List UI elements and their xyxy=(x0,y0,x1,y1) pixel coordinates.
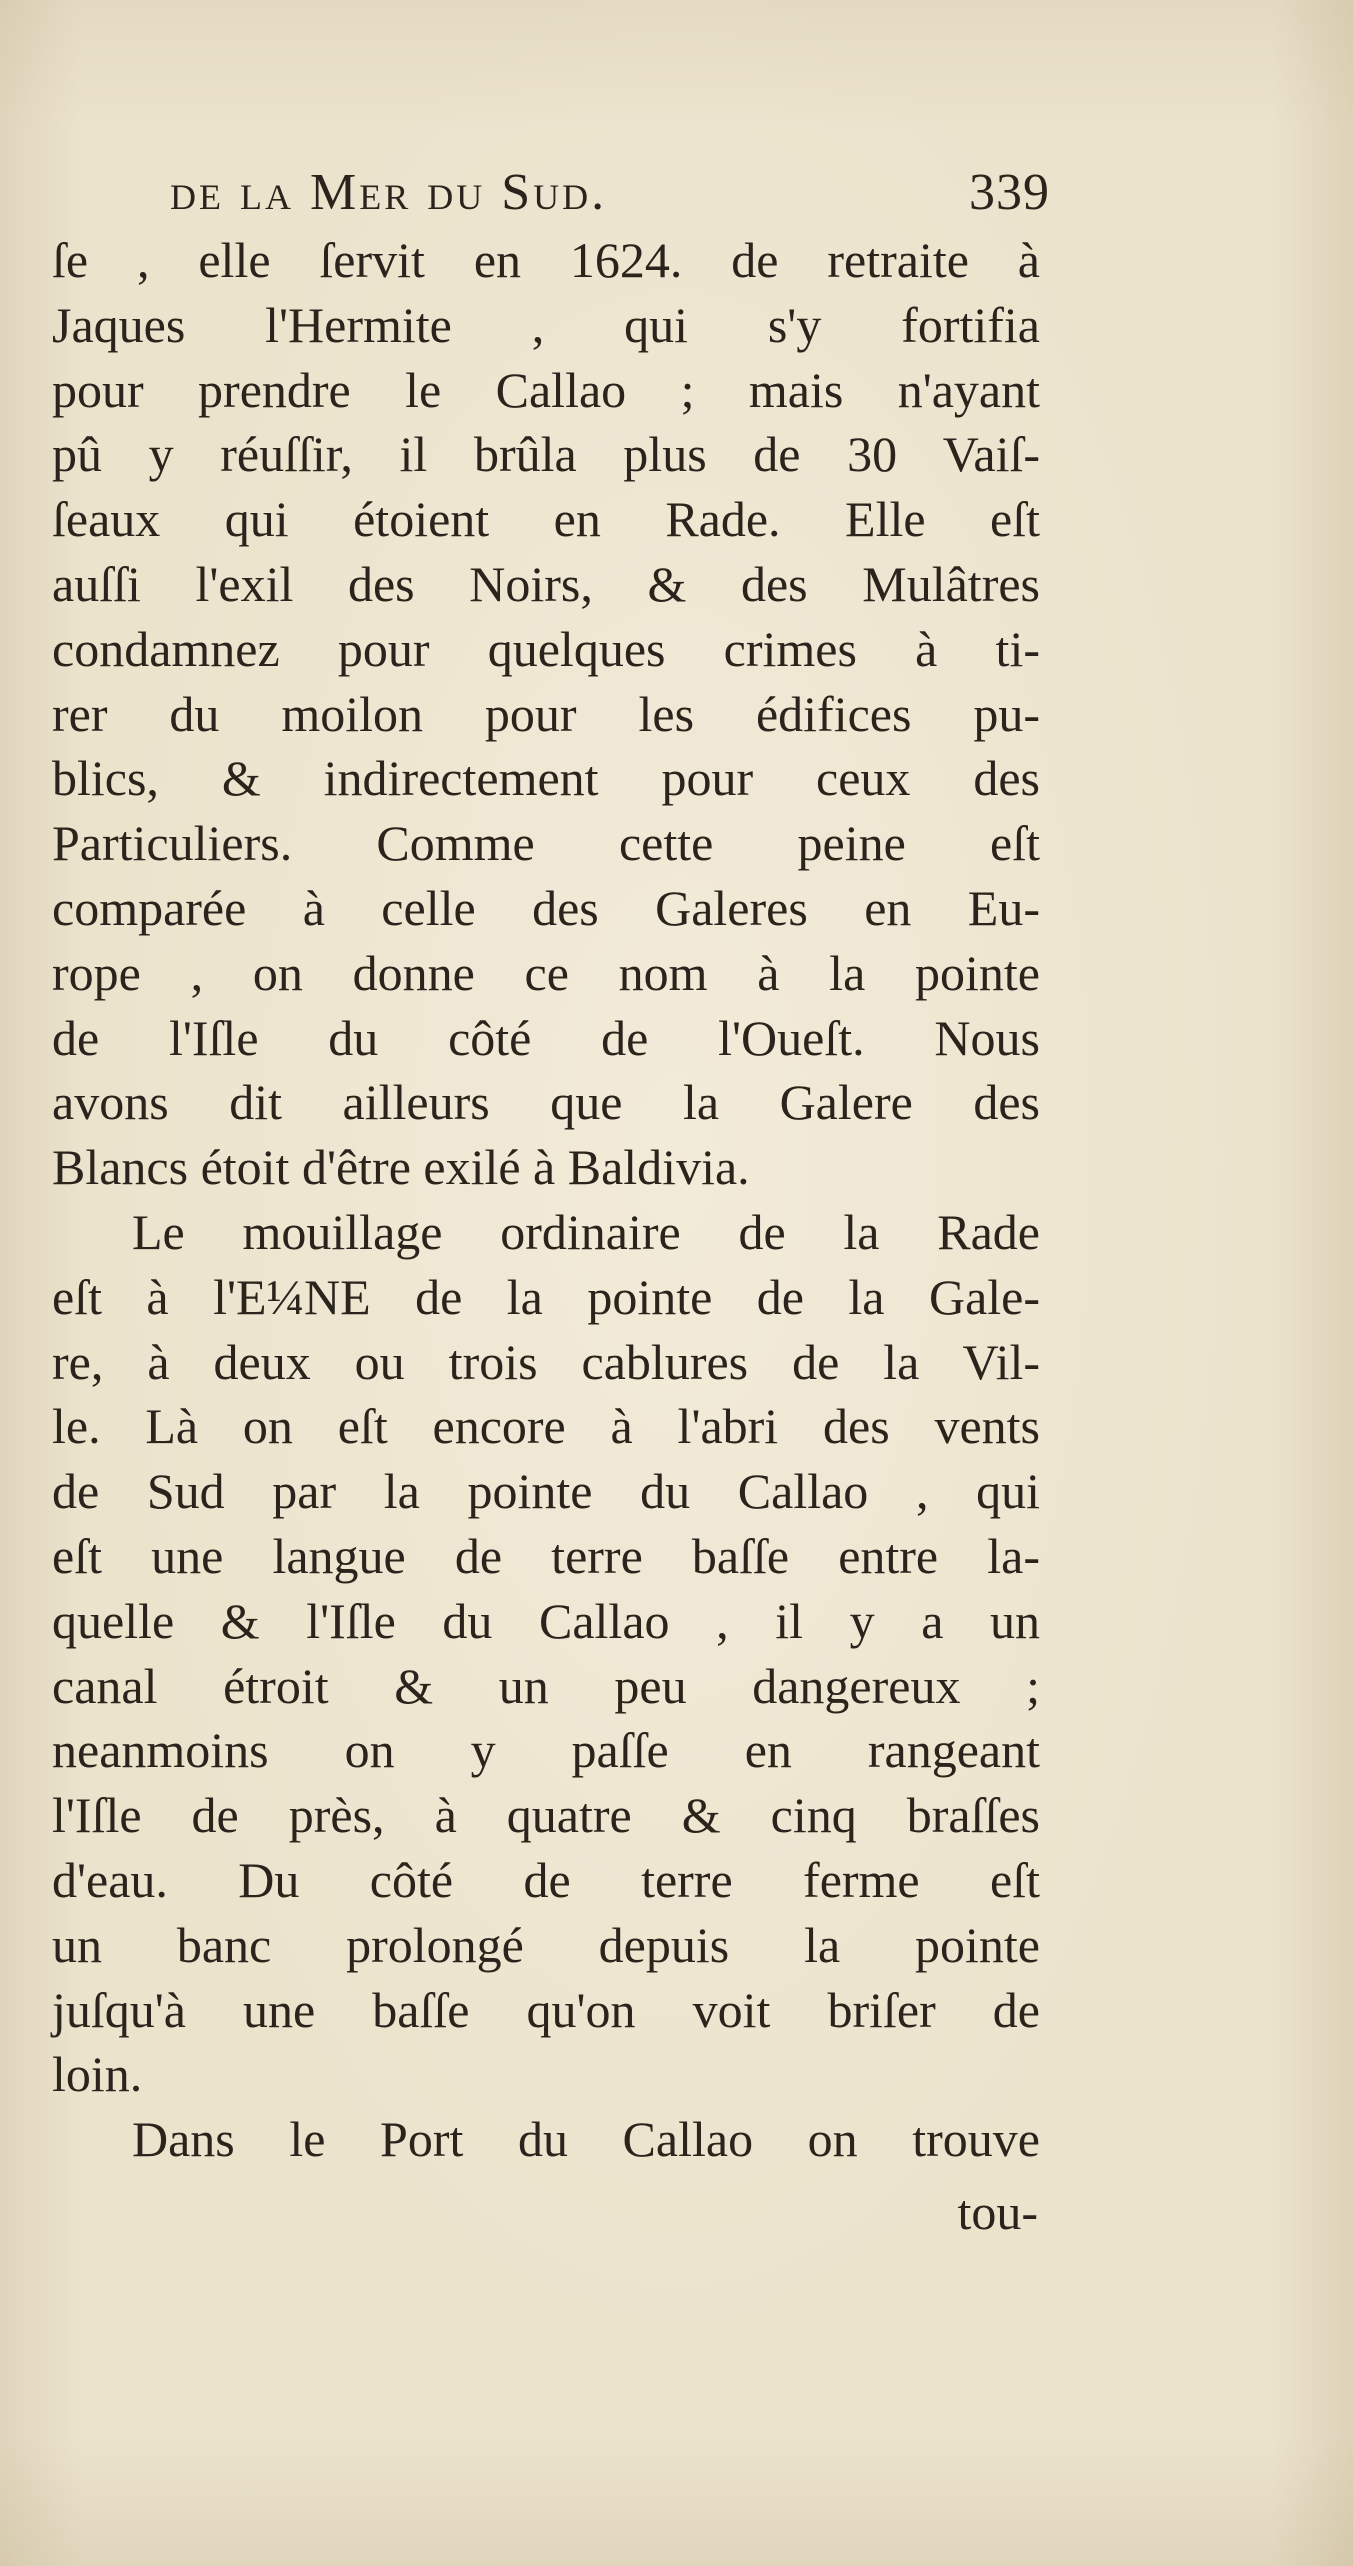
text-line: auſſi l'exil des Noirs, & des Mulâtres xyxy=(52,555,1040,612)
text-line: l'Iſle de près, à quatre & cinq braſſes xyxy=(52,1787,1040,1844)
text-line: neanmoins on y paſſe en rangeant xyxy=(52,1722,1040,1779)
text-line: Particuliers. Comme cette peine eſt xyxy=(52,815,1040,872)
page-number: 339 xyxy=(969,164,1050,221)
paragraph-start-line: Le mouillage ordinaire de la Rade xyxy=(132,1203,1040,1260)
text-line: rer du moilon pour les édifices pu- xyxy=(52,685,1040,742)
text-line: blics, & indirectement pour ceux des xyxy=(52,750,1040,807)
text-line: canal étroit & un peu dangereux ; xyxy=(52,1657,1040,1714)
text-line: ſeaux qui étoient en Rade. Elle eſt xyxy=(52,491,1040,548)
paragraph-end-line: loin. xyxy=(52,2046,143,2103)
text-line: pour prendre le Callao ; mais n'ayant xyxy=(52,361,1040,418)
text-line: avons dit ailleurs que la Galere des xyxy=(52,1074,1040,1131)
text-line: eſt une langue de terre baſſe entre la- xyxy=(52,1527,1040,1584)
text-line: eſt à l'E¼NE de la pointe de la Gale- xyxy=(52,1268,1040,1325)
text-line: pû y réuſſir, il brûla plus de 30 Vaiſ- xyxy=(52,426,1040,483)
text-line: condamnez pour quelques crimes à ti- xyxy=(52,620,1040,677)
paragraph-end-line: Blancs étoit d'être exilé à Baldivia. xyxy=(52,1139,750,1196)
paragraph-start-line: Dans le Port du Callao on trouve xyxy=(132,2111,1040,2168)
text-line: juſqu'à une baſſe qu'on voit briſer de xyxy=(52,1981,1040,2038)
text-line: le. Là on eſt encore à l'abri des vents xyxy=(52,1398,1040,1455)
text-line: un banc prolongé depuis la pointe xyxy=(52,1916,1040,1973)
text-line: Jaques l'Hermite , qui s'y fortifia xyxy=(52,296,1040,353)
text-line: re, à deux ou trois cablures de la Vil- xyxy=(52,1333,1040,1390)
catchword: tou- xyxy=(957,2184,1038,2240)
text-line: rope , on donne ce nom à la pointe xyxy=(52,944,1040,1001)
text-line: comparée à celle des Galeres en Eu- xyxy=(52,879,1040,936)
running-title: de la Mer du Sud. xyxy=(170,164,608,221)
text-line: ſe , elle ſervit en 1624. de retraite à xyxy=(52,232,1040,288)
body-text xyxy=(52,228,1040,2172)
running-header xyxy=(170,158,1050,228)
text-line: de Sud par la pointe du Callao , qui xyxy=(52,1463,1040,1520)
text-line: quelle & l'Iſle du Callao , il y a un xyxy=(52,1592,1040,1649)
text-line: de l'Iſle du côté de l'Oueſt. Nous xyxy=(52,1009,1040,1066)
text-line: d'eau. Du côté de terre ferme eſt xyxy=(52,1851,1040,1908)
